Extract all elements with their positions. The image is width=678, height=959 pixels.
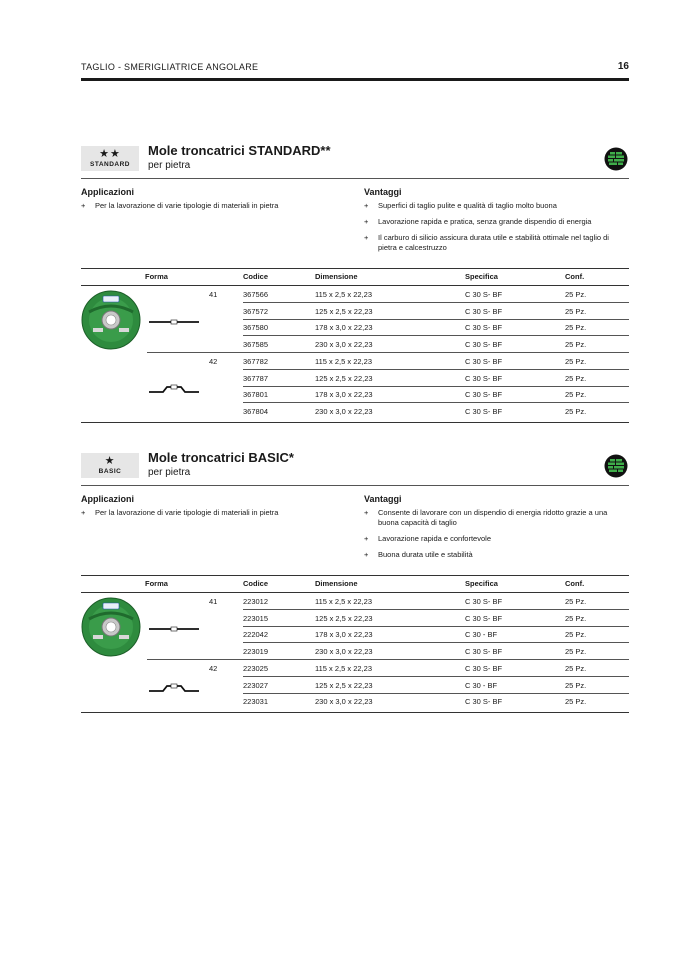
- cell-conf: 25 Pz.: [565, 390, 587, 400]
- cell-codice: 367804: [243, 406, 269, 416]
- cell-codice: 223015: [243, 613, 269, 623]
- cell-specifica: C 30 S- BF: [465, 647, 503, 657]
- quality-badge: [81, 146, 139, 171]
- list-item-text: Lavorazione rapida e pratica, senza grande dispendio di energia: [378, 217, 592, 226]
- cell-specifica: C 30 S- BF: [465, 406, 503, 416]
- list-item-text: Lavorazione rapida e confortevole: [378, 534, 491, 543]
- list-item-text: Il carburo di silicio assicura durata utile e stabilità ottimale nel taglio di pietra e calcestruzzo: [378, 233, 609, 252]
- advantages-heading: Vantaggi: [364, 187, 402, 197]
- shape-number: 41: [209, 597, 218, 606]
- section-subtitle: per pietra: [148, 467, 191, 478]
- cell-conf: 25 Pz.: [565, 356, 587, 366]
- cell-specifica: C 30 S- BF: [465, 663, 503, 673]
- advantages-list: [364, 201, 629, 259]
- cell-dimensione: 125 x 2,5 x 22,23: [315, 373, 373, 383]
- cell-dimensione: 230 x 3,0 x 22,23: [315, 406, 373, 416]
- shape-number: 42: [209, 356, 218, 366]
- cell-dimensione: 125 x 2,5 x 22,23: [315, 680, 373, 690]
- list-item: + Buona durata utile e stabilità: [364, 550, 473, 559]
- col-conf-header: Conf.: [565, 272, 585, 281]
- cell-codice: 367782: [243, 356, 269, 366]
- applications-list: [81, 508, 331, 524]
- col-specifica-header: Specifica: [465, 579, 498, 588]
- list-item-text: Superfici di taglio pulite e qualità di taglio molto buona: [378, 201, 557, 210]
- col-codice-header: Codice: [243, 272, 269, 281]
- cell-conf: 25 Pz.: [565, 697, 587, 707]
- cell-conf: 25 Pz.: [565, 373, 587, 383]
- cell-codice: 367801: [243, 390, 269, 400]
- cell-specifica: C 30 S- BF: [465, 373, 503, 383]
- cell-dimensione: 115 x 2,5 x 22,23: [315, 663, 372, 673]
- cell-specifica: C 30 - BF: [465, 630, 498, 640]
- cell-conf: 25 Pz.: [565, 647, 587, 657]
- cell-specifica: C 30 S- BF: [465, 340, 503, 350]
- table-row: [81, 677, 629, 694]
- cell-conf: 25 Pz.: [565, 306, 587, 316]
- cell-codice: 367580: [243, 323, 269, 333]
- cell-dimensione: 178 x 3,0 x 22,23: [315, 630, 373, 640]
- section-title: Mole troncatrici BASIC*: [148, 450, 294, 465]
- stone-material-icon: [604, 147, 628, 171]
- table-row: [81, 286, 629, 303]
- rating-stars: ★: [104, 455, 116, 467]
- cutting-disc-image: [81, 597, 141, 657]
- list-item-text: Consente di lavorare con un dispendio di energia ridotto grazie a una buona capacità di taglio: [378, 508, 608, 527]
- cell-conf: 25 Pz.: [565, 597, 587, 606]
- applications-list: [81, 201, 331, 217]
- col-conf-header: Conf.: [565, 579, 585, 588]
- shape-number: 41: [209, 290, 218, 299]
- list-item: + Superfici di taglio pulite e qualità di taglio molto buona: [364, 201, 557, 210]
- cell-specifica: C 30 S- BF: [465, 597, 503, 606]
- cell-conf: 25 Pz.: [565, 630, 587, 640]
- cell-conf: 25 Pz.: [565, 406, 587, 416]
- table-row: [81, 353, 629, 370]
- cell-specifica: C 30 S- BF: [465, 356, 503, 366]
- cell-conf: 25 Pz.: [565, 680, 587, 690]
- col-codice-header: Codice: [243, 579, 269, 588]
- list-item: + Per la lavorazione di varie tipologie di materiali in pietra: [81, 508, 279, 517]
- list-item: + Lavorazione rapida e confortevole: [364, 534, 491, 543]
- table-row: [81, 370, 629, 387]
- section-subtitle: per pietra: [148, 160, 191, 171]
- cell-dimensione: 115 x 2,5 x 22,23: [315, 290, 372, 299]
- table-row: [81, 593, 629, 610]
- section-rule: [81, 178, 629, 179]
- section-title: Mole troncatrici STANDARD**: [148, 143, 331, 158]
- page-header: [81, 61, 629, 83]
- badge-label: STANDARD: [90, 161, 130, 168]
- table-bottom-rule: [81, 712, 629, 713]
- list-item: + Consente di lavorare con un dispendio di energia ridotto grazie a una buona capacità di taglio: [364, 508, 608, 527]
- col-forma-header: Forma: [145, 272, 168, 281]
- advantages-heading: Vantaggi: [364, 494, 402, 504]
- rating-stars: ★★: [99, 148, 121, 160]
- table-row: [81, 643, 629, 660]
- table-row: [81, 626, 629, 643]
- cell-specifica: C 30 S- BF: [465, 697, 503, 707]
- cell-codice: 223031: [243, 697, 269, 707]
- stone-material-icon: [604, 454, 628, 478]
- list-item: + Il carburo di silicio assicura durata utile e stabilità ottimale nel taglio di pietra e calcestruzzo: [364, 233, 609, 252]
- cell-codice: 367787: [243, 373, 269, 383]
- table-row: [81, 386, 629, 403]
- applications-heading: Applicazioni: [81, 494, 135, 504]
- cell-specifica: C 30 S- BF: [465, 323, 503, 333]
- table-top-rule: [81, 575, 629, 576]
- list-item: + Per la lavorazione di varie tipologie di materiali in pietra: [81, 201, 279, 210]
- table-bottom-rule: [81, 422, 629, 423]
- cell-codice: 367572: [243, 306, 269, 316]
- shape-number: 42: [209, 663, 218, 673]
- cell-codice: 367585: [243, 340, 269, 350]
- table-row: [81, 319, 629, 336]
- cell-dimensione: 230 x 3,0 x 22,23: [315, 697, 373, 707]
- col-dimensione-header: Dimensione: [315, 579, 358, 588]
- table-row: [81, 336, 629, 353]
- page-number: 16: [617, 61, 629, 72]
- cell-dimensione: 125 x 2,5 x 22,23: [315, 306, 373, 316]
- cell-codice: 223027: [243, 680, 269, 690]
- cell-dimensione: 115 x 2,5 x 22,23: [315, 356, 372, 366]
- cell-codice: 367566: [243, 290, 269, 299]
- cell-dimensione: 230 x 3,0 x 22,23: [315, 647, 373, 657]
- badge-label: BASIC: [98, 468, 122, 475]
- cell-specifica: C 30 - BF: [465, 680, 498, 690]
- table-row: [81, 693, 629, 710]
- col-forma-header: Forma: [145, 579, 168, 588]
- cell-dimensione: 125 x 2,5 x 22,23: [315, 613, 373, 623]
- cell-dimensione: 230 x 3,0 x 22,23: [315, 340, 373, 350]
- applications-heading: Applicazioni: [81, 187, 135, 197]
- cell-conf: 25 Pz.: [565, 340, 587, 350]
- cell-conf: 25 Pz.: [565, 613, 587, 623]
- cell-conf: 25 Pz.: [565, 663, 587, 673]
- table-row: [81, 303, 629, 320]
- section-rule: [81, 485, 629, 486]
- table-row: [81, 660, 629, 677]
- cell-codice: 223012: [243, 597, 269, 606]
- cell-specifica: C 30 S- BF: [465, 306, 503, 316]
- cell-dimensione: 178 x 3,0 x 22,23: [315, 323, 373, 333]
- cell-dimensione: 178 x 3,0 x 22,23: [315, 390, 373, 400]
- quality-badge: [81, 453, 139, 478]
- cell-conf: 25 Pz.: [565, 323, 587, 333]
- cell-conf: 25 Pz.: [565, 290, 587, 299]
- header-rule: [81, 78, 629, 81]
- table-top-rule: [81, 268, 629, 269]
- list-item-text: Buona durata utile e stabilità: [378, 550, 473, 559]
- cutting-disc-image: [81, 290, 141, 350]
- list-item: + Lavorazione rapida e pratica, senza grande dispendio di energia: [364, 217, 592, 226]
- list-item-text: Per la lavorazione di varie tipologie di materiali in pietra: [95, 201, 279, 210]
- cell-specifica: C 30 S- BF: [465, 390, 503, 400]
- cell-specifica: C 30 S- BF: [465, 613, 503, 623]
- cell-codice: 223019: [243, 647, 269, 657]
- header-title: TAGLIO - SMERIGLIATRICE ANGOLARE: [81, 62, 259, 72]
- cell-specifica: C 30 S- BF: [465, 290, 503, 299]
- table-row: [81, 610, 629, 627]
- col-dimensione-header: Dimensione: [315, 272, 358, 281]
- col-specifica-header: Specifica: [465, 272, 498, 281]
- list-item-text: Per la lavorazione di varie tipologie di materiali in pietra: [95, 508, 279, 517]
- table-row: [81, 403, 629, 420]
- cell-dimensione: 115 x 2,5 x 22,23: [315, 597, 372, 606]
- cell-codice: 223025: [243, 663, 269, 673]
- cell-codice: 222042: [243, 630, 269, 640]
- advantages-list: [364, 508, 629, 566]
